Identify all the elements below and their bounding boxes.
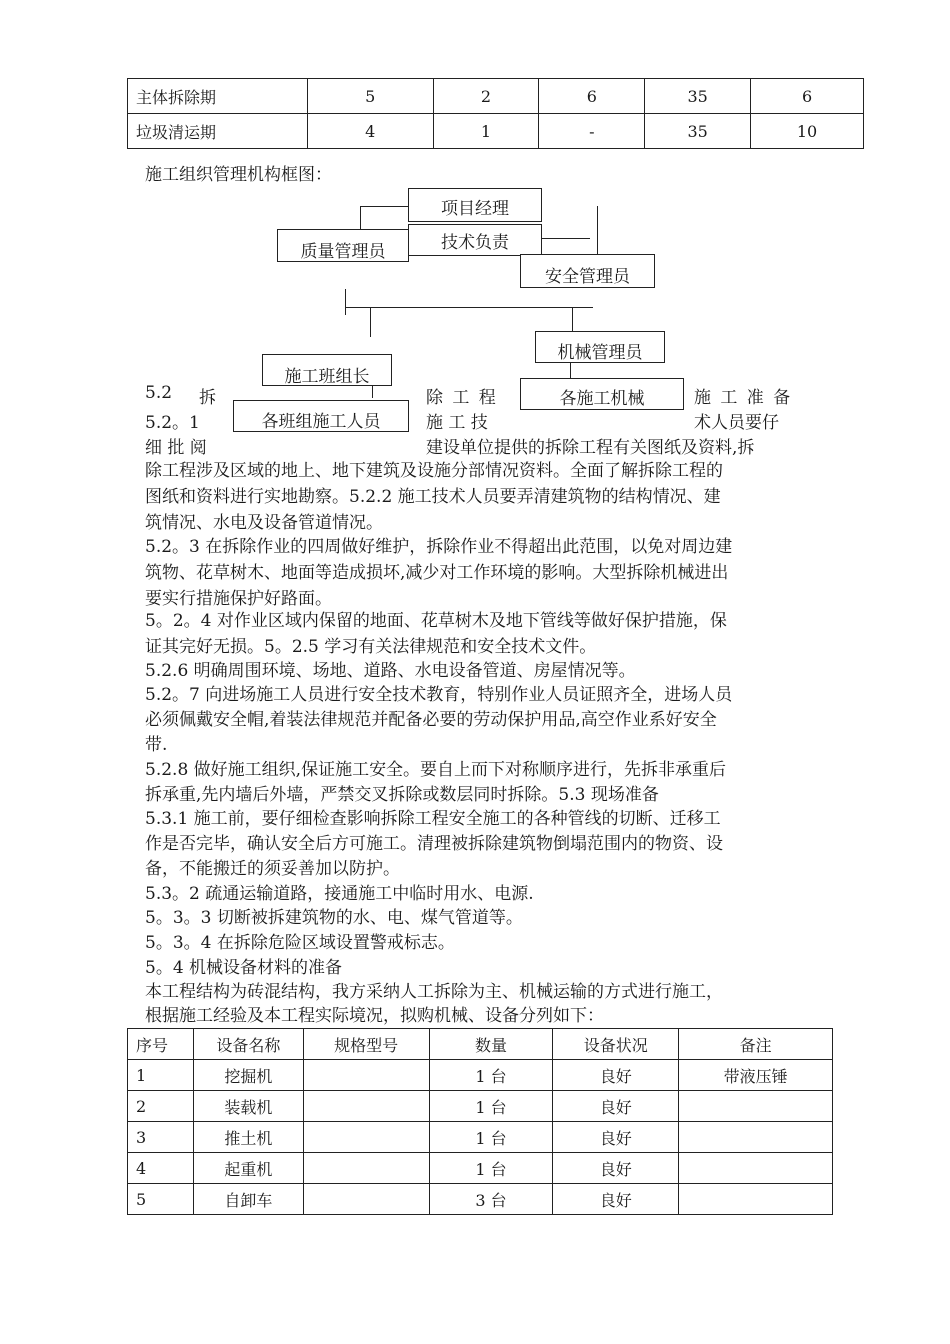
paragraph-line: 备，不能搬迁的须妥善加以防护。 xyxy=(145,859,400,879)
cell: - xyxy=(539,114,645,149)
equipment-spec xyxy=(303,1153,429,1184)
table-row xyxy=(128,1060,833,1091)
machinery-manager-box: 机械管理员 xyxy=(535,331,665,363)
equipment-note xyxy=(679,1091,833,1122)
cell: 35 xyxy=(645,114,751,149)
table-row xyxy=(128,1184,833,1215)
tech-lead-box: 技术负责 xyxy=(408,224,542,256)
paragraph-line: 5。3。3 切断被拆建筑物的水、电、煤气管道等。 xyxy=(145,908,523,928)
cell: 1 xyxy=(433,114,539,149)
text-fragment: 除 工 程 xyxy=(426,388,498,408)
text-fragment: 建设单位提供的拆除工程有关图纸及资料,拆 xyxy=(426,438,755,458)
equipment-table xyxy=(127,1028,833,1215)
equipment-qty: 1 台 xyxy=(429,1091,553,1122)
equipment-qty: 1 台 xyxy=(429,1122,553,1153)
equipment-qty: 3 台 xyxy=(429,1184,553,1215)
row-number: 2 xyxy=(128,1091,194,1122)
section-heading: 施 工 准 备 xyxy=(694,388,793,408)
equipment-status: 良好 xyxy=(553,1060,679,1091)
paragraph-line: 5.2。3 在拆除作业的四周做好维护，拆除作业不得超出此范围，以免对周边建 xyxy=(145,537,733,557)
equipment-qty: 1 台 xyxy=(429,1060,553,1091)
equipment-note xyxy=(679,1153,833,1184)
table-row xyxy=(128,1122,833,1153)
connector-line xyxy=(597,206,598,256)
cell: 5 xyxy=(307,79,433,114)
paragraph-line: 要实行措施保护好路面。 xyxy=(145,589,332,609)
paragraph-line: 根据施工经验及本工程实际境况，拟购机械、设备分列如下： xyxy=(145,1006,604,1026)
equipment-status: 良好 xyxy=(553,1153,679,1184)
paragraph-line: 作是否完毕，确认安全后方可施工。清理被拆除建筑物倒塌范围内的物资、设 xyxy=(145,834,723,854)
connector-line xyxy=(370,307,371,337)
phase-table xyxy=(127,78,864,149)
column-header: 数量 xyxy=(429,1029,553,1060)
paragraph-line: 带. xyxy=(145,735,168,755)
table-row xyxy=(128,114,864,149)
paragraph-line: 5。3。4 在拆除危险区域设置警戒标志。 xyxy=(145,933,455,953)
cell: 10 xyxy=(751,114,864,149)
table-header-row xyxy=(128,1029,833,1060)
equipment-spec xyxy=(303,1122,429,1153)
paragraph-line: 必须佩戴安全帽,着装法律规范并配备必要的劳动保护用品,高空作业系好安全 xyxy=(145,710,717,730)
equipment-spec xyxy=(303,1060,429,1091)
cell: 4 xyxy=(307,114,433,149)
paragraph-line: 筑情况、水电及设备管道情况。 xyxy=(145,513,383,533)
row-number: 4 xyxy=(128,1153,194,1184)
equipment-spec xyxy=(303,1091,429,1122)
phase-name: 主体拆除期 xyxy=(128,79,308,114)
equipment-status: 良好 xyxy=(553,1122,679,1153)
text-fragment: 拆 xyxy=(199,388,216,408)
cell: 2 xyxy=(433,79,539,114)
equipment-name: 推土机 xyxy=(193,1122,303,1153)
column-header: 规格型号 xyxy=(303,1029,429,1060)
paragraph-line: 5.2。7 向进场施工人员进行安全技术教育，特别作业人员证照齐全，进场人员 xyxy=(145,685,733,705)
cell: 35 xyxy=(645,79,751,114)
column-header: 设备状况 xyxy=(553,1029,679,1060)
project-manager-box: 项目经理 xyxy=(408,188,542,222)
text-fragment: 细 批 阅 xyxy=(145,438,207,458)
machinery-crews-box: 各施工机械 xyxy=(520,378,684,410)
org-chart-title: 施工组织管理机构框图： xyxy=(145,165,332,185)
table-row xyxy=(128,1091,833,1122)
paragraph-line: 拆承重,先内墙后外墙，严禁交叉拆除或数层同时拆除。5.3 现场准备 xyxy=(145,785,659,805)
paragraph-line: 5.3.1 施工前，要仔细检查影响拆除工程安全施工的各种管线的切断、迁移工 xyxy=(145,809,721,829)
team-workers-box: 各班组施工人员 xyxy=(233,400,409,432)
cell: 6 xyxy=(539,79,645,114)
section-heading: 5。4 机械设备材料的准备 xyxy=(145,958,343,978)
safety-manager-box: 安全管理员 xyxy=(520,254,655,288)
text-fragment: 施 工 技 xyxy=(426,413,488,433)
table-row xyxy=(128,79,864,114)
equipment-note xyxy=(679,1184,833,1215)
row-number: 3 xyxy=(128,1122,194,1153)
section-number: 5.2。1 xyxy=(145,413,200,433)
table-row xyxy=(128,1153,833,1184)
equipment-name: 自卸车 xyxy=(193,1184,303,1215)
paragraph-line: 图纸和资料进行实地勘察。5.2.2 施工技术人员要弄清建筑物的结构情况、建 xyxy=(145,487,721,507)
equipment-qty: 1 台 xyxy=(429,1153,553,1184)
text-fragment: 术人员要仔 xyxy=(694,413,779,433)
paragraph-line: 本工程结构为砖混结构，我方采纳人工拆除为主、机械运输的方式进行施工， xyxy=(145,982,723,1002)
column-header: 设备名称 xyxy=(193,1029,303,1060)
equipment-note: 带液压锤 xyxy=(679,1060,833,1091)
paragraph-line: 筑物、花草树木、地面等造成损坏,减少对工作环境的影响。大型拆除机械进出 xyxy=(145,563,729,583)
cell: 6 xyxy=(751,79,864,114)
connector-line xyxy=(345,307,593,308)
column-header: 序号 xyxy=(128,1029,194,1060)
section-number: 5.2 xyxy=(145,383,173,403)
paragraph-line: 5.2.6 明确周围环境、场地、道路、水电设备管道、房屋情况等。 xyxy=(145,661,636,681)
equipment-name: 挖掘机 xyxy=(193,1060,303,1091)
paragraph-line: 证其完好无损。5。2.5 学习有关法律规范和安全技术文件。 xyxy=(145,637,597,657)
connector-line xyxy=(345,289,346,315)
equipment-name: 装载机 xyxy=(193,1091,303,1122)
equipment-name: 起重机 xyxy=(193,1153,303,1184)
phase-name: 垃圾清运期 xyxy=(128,114,308,149)
equipment-spec xyxy=(303,1184,429,1215)
equipment-status: 良好 xyxy=(553,1184,679,1215)
equipment-status: 良好 xyxy=(553,1091,679,1122)
column-header: 备注 xyxy=(679,1029,833,1060)
quality-manager-box: 质量管理员 xyxy=(277,229,409,262)
row-number: 5 xyxy=(128,1184,194,1215)
paragraph-line: 除工程涉及区域的地上、地下建筑及设施分部情况资料。全面了解拆除工程的 xyxy=(145,461,723,481)
paragraph-line: 5.3。2 疏通运输道路，接通施工中临时用水、电源. xyxy=(145,884,534,904)
paragraph-line: 5.2.8 做好施工组织,保证施工安全。要自上而下对称顺序进行，先拆非承重后 xyxy=(145,760,727,780)
team-leader-box: 施工班组长 xyxy=(262,354,392,386)
paragraph-line: 5。2。4 对作业区域内保留的地面、花草树木及地下管线等做好保护措施，保 xyxy=(145,611,727,631)
row-number: 1 xyxy=(128,1060,194,1091)
equipment-note xyxy=(679,1122,833,1153)
